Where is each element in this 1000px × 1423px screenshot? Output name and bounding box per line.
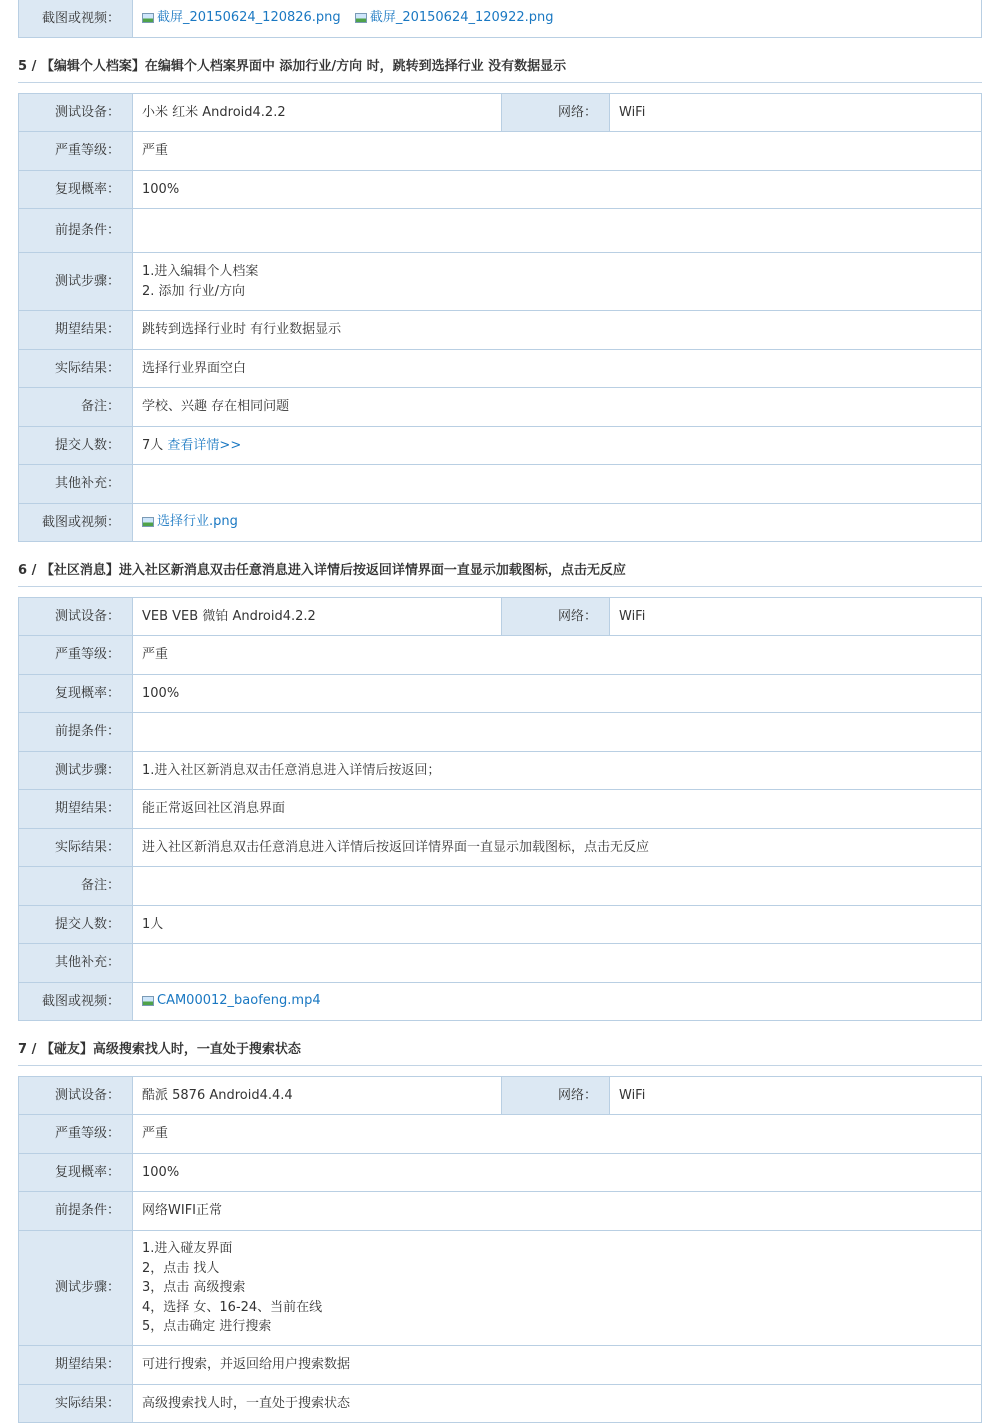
- steps-value: [133, 1231, 982, 1346]
- network-label: 网络：: [502, 1077, 610, 1115]
- network-value: WiFi: [610, 94, 982, 132]
- attachment-link[interactable]: CAM00012_baofeng.mp4: [142, 991, 321, 1010]
- image-file-icon: [355, 13, 367, 23]
- issue-7-table: [18, 1076, 982, 1423]
- attachment-link[interactable]: 选择行业.png: [142, 512, 238, 531]
- note-value: 学校、兴趣 存在相同问题: [133, 388, 982, 427]
- network-value: WiFi: [610, 598, 982, 636]
- submitters-value: 1人: [133, 906, 982, 944]
- precondition-label: 前提条件：: [19, 1192, 133, 1231]
- section-divider: [18, 82, 982, 83]
- steps-label: 测试步骤：: [19, 1231, 133, 1346]
- actual-value: 高级搜索找人时，一直处于搜索状态: [133, 1385, 982, 1423]
- actual-label: 实际结果：: [19, 350, 133, 388]
- steps-value: [133, 752, 982, 790]
- expected-label: 期望结果：: [19, 1346, 133, 1385]
- note-value: [133, 867, 982, 906]
- step-line: 3，点击 高级搜索: [142, 1280, 246, 1296]
- expected-value: 跳转到选择行业时 有行业数据显示: [133, 311, 982, 350]
- step-line: 1.进入编辑个人档案: [142, 264, 259, 280]
- steps-label: 测试步骤：: [19, 253, 133, 311]
- repro-label: 复现概率：: [19, 1154, 133, 1192]
- precondition-label: 前提条件：: [19, 713, 133, 752]
- device-label: 测试设备：: [19, 598, 133, 636]
- submitters-label: 提交人数：: [19, 427, 133, 465]
- attachment-link[interactable]: 截屏_20150624_120922.png: [355, 8, 554, 27]
- network-label: 网络：: [502, 94, 610, 132]
- image-file-icon: [142, 517, 154, 527]
- step-line: 1.进入碰友界面: [142, 1241, 233, 1257]
- repro-label: 复现概率：: [19, 171, 133, 209]
- steps-value: [133, 253, 982, 311]
- submitters-label: 提交人数：: [19, 906, 133, 944]
- image-file-icon: [142, 13, 154, 23]
- attachment-label: 截图或视频：: [19, 504, 133, 542]
- expected-value: 能正常返回社区消息界面: [133, 790, 982, 829]
- video-file-icon: [142, 996, 154, 1006]
- other-label: 其他补充：: [19, 944, 133, 983]
- severity-value: 严重: [133, 1115, 982, 1154]
- expected-value: 可进行搜索，并返回给用户搜索数据: [133, 1346, 982, 1385]
- severity-label: 严重等级：: [19, 132, 133, 171]
- actual-label: 实际结果：: [19, 1385, 133, 1423]
- actual-value: 进入社区新消息双击任意消息进入详情后按返回详情界面一直显示加载图标，点击无反应: [133, 829, 982, 867]
- network-label: 网络：: [502, 598, 610, 636]
- precondition-value: [133, 209, 982, 253]
- precondition-label: 前提条件：: [19, 209, 133, 253]
- attachment-label: 截图或视频：: [19, 0, 133, 38]
- repro-value: 100%: [133, 675, 982, 713]
- repro-value: 100%: [133, 171, 982, 209]
- step-line: 4，选择 女、16-24、当前在线: [142, 1299, 323, 1315]
- submitters-value: [133, 427, 982, 465]
- section-divider: [18, 1065, 982, 1066]
- device-value: VEB VEB 微铂 Android4.2.2: [133, 598, 502, 636]
- note-label: 备注：: [19, 867, 133, 906]
- device-value: 小米 红米 Android4.2.2: [133, 94, 502, 132]
- attachment-value: [133, 504, 982, 542]
- step-line: 5，点击确定 进行搜索: [142, 1319, 272, 1335]
- issue-6-table: [18, 597, 982, 1021]
- other-value: [133, 944, 982, 983]
- issue-5-title: 5 / 【编辑个人档案】在编辑个人档案界面中 添加行业/方向 时，跳转到选择行业 没有数据显示: [18, 59, 567, 74]
- other-value: [133, 465, 982, 504]
- severity-value: 严重: [133, 636, 982, 675]
- step-line: 2. 添加 行业/方向: [142, 283, 246, 299]
- actual-value: 选择行业界面空白: [133, 350, 982, 388]
- severity-value: 严重: [133, 132, 982, 171]
- submitters-count: 7人: [142, 437, 164, 453]
- other-label: 其他补充：: [19, 465, 133, 504]
- device-label: 测试设备：: [19, 94, 133, 132]
- step-line: 2，点击 找人: [142, 1260, 220, 1276]
- precondition-value: [133, 713, 982, 752]
- repro-value: 100%: [133, 1154, 982, 1192]
- expected-label: 期望结果：: [19, 790, 133, 829]
- view-details-link[interactable]: 查看详情>>: [167, 437, 242, 453]
- actual-label: 实际结果：: [19, 829, 133, 867]
- issue-6-title: 6 / 【社区消息】进入社区新消息双击任意消息进入详情后按返回详情界面一直显示加载图标，点击无反应: [18, 563, 626, 578]
- precondition-value: 网络WIFI正常: [133, 1192, 982, 1231]
- attachment-value: [133, 0, 982, 38]
- section-divider: [18, 586, 982, 587]
- device-value: 酷派 5876 Android4.4.4: [133, 1077, 502, 1115]
- attachment-value: [133, 983, 982, 1021]
- severity-label: 严重等级：: [19, 1115, 133, 1154]
- device-label: 测试设备：: [19, 1077, 133, 1115]
- issue-5-table: [18, 93, 982, 542]
- attachment-label: 截图或视频：: [19, 983, 133, 1021]
- issue-7-title: 7 / 【碰友】高级搜索找人时，一直处于搜索状态: [18, 1042, 301, 1057]
- repro-label: 复现概率：: [19, 675, 133, 713]
- attachment-link[interactable]: 截屏_20150624_120826.png: [142, 8, 341, 27]
- step-line: 1.进入社区新消息双击任意消息进入详情后按返回；: [142, 762, 441, 778]
- issue-4-tail-table: [18, 0, 982, 38]
- steps-label: 测试步骤：: [19, 752, 133, 790]
- severity-label: 严重等级：: [19, 636, 133, 675]
- network-value: WiFi: [610, 1077, 982, 1115]
- note-label: 备注：: [19, 388, 133, 427]
- expected-label: 期望结果：: [19, 311, 133, 350]
